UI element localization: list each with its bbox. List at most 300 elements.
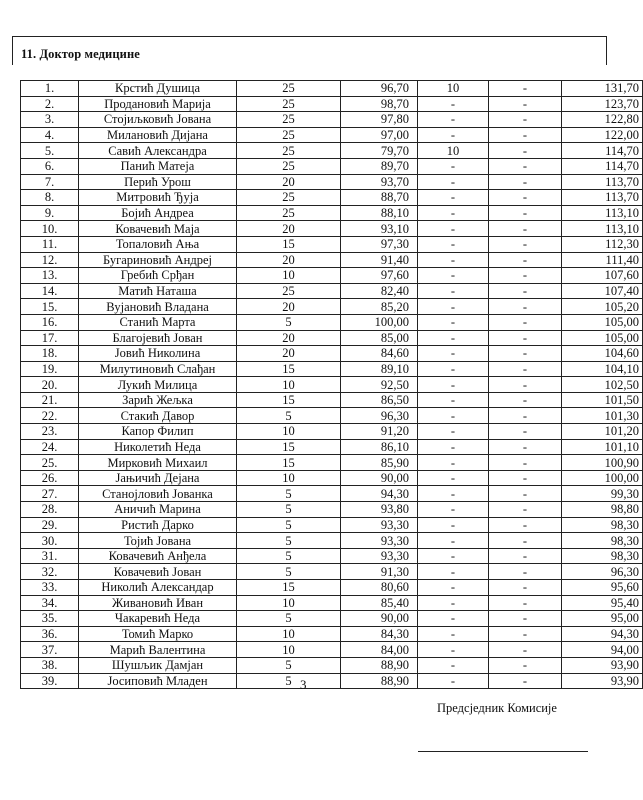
total-cell: 105,20 — [562, 299, 643, 315]
row-number: 24. — [21, 439, 79, 455]
points-cell: 10 — [237, 595, 341, 611]
additional-cell: - — [489, 361, 562, 377]
table-row — [21, 455, 643, 471]
total-cell: 99,30 — [562, 486, 643, 502]
candidate-name: Тојић Јована — [79, 533, 237, 549]
grade-cell: 97,60 — [341, 268, 418, 284]
total-cell: 122,80 — [562, 112, 643, 128]
additional-cell: - — [489, 158, 562, 174]
points-cell: 20 — [237, 221, 341, 237]
row-number: 32. — [21, 564, 79, 580]
total-cell: 98,30 — [562, 517, 643, 533]
additional-cell: - — [489, 392, 562, 408]
total-cell: 105,00 — [562, 330, 643, 346]
table-row — [21, 283, 643, 299]
points-cell: 10 — [237, 642, 341, 658]
table-row — [21, 642, 643, 658]
extra-points-cell: - — [418, 330, 489, 346]
row-number: 39. — [21, 673, 79, 689]
additional-cell: - — [489, 486, 562, 502]
grade-cell: 93,30 — [341, 517, 418, 533]
grade-cell: 93,30 — [341, 533, 418, 549]
row-number: 13. — [21, 268, 79, 284]
total-cell: 100,00 — [562, 470, 643, 486]
points-cell: 25 — [237, 96, 341, 112]
grade-cell: 96,30 — [341, 408, 418, 424]
points-cell: 20 — [237, 299, 341, 315]
extra-points-cell: - — [418, 657, 489, 673]
grade-cell: 88,70 — [341, 190, 418, 206]
table-row — [21, 673, 643, 689]
total-cell: 100,90 — [562, 455, 643, 471]
table-row — [21, 252, 643, 268]
points-cell: 5 — [237, 611, 341, 627]
additional-cell: - — [489, 657, 562, 673]
row-number: 31. — [21, 548, 79, 564]
candidate-name: Николетић Неда — [79, 439, 237, 455]
extra-points-cell: 10 — [418, 81, 489, 97]
table-row — [21, 517, 643, 533]
extra-points-cell: - — [418, 611, 489, 627]
total-cell: 113,10 — [562, 205, 643, 221]
row-number: 21. — [21, 392, 79, 408]
row-number: 10. — [21, 221, 79, 237]
grade-cell: 89,10 — [341, 361, 418, 377]
row-number: 37. — [21, 642, 79, 658]
additional-cell: - — [489, 548, 562, 564]
grade-cell: 97,00 — [341, 127, 418, 143]
candidate-name: Ковачевић Маја — [79, 221, 237, 237]
table-row — [21, 236, 643, 252]
total-cell: 94,30 — [562, 626, 643, 642]
table-row — [21, 580, 643, 596]
extra-points-cell: - — [418, 392, 489, 408]
row-number: 34. — [21, 595, 79, 611]
candidate-name: Аничић Марина — [79, 502, 237, 518]
row-number: 1. — [21, 81, 79, 97]
table-row — [21, 392, 643, 408]
total-cell: 113,70 — [562, 190, 643, 206]
additional-cell: - — [489, 642, 562, 658]
grade-cell: 79,70 — [341, 143, 418, 159]
total-cell: 101,50 — [562, 392, 643, 408]
candidate-name: Перић Урош — [79, 174, 237, 190]
table-row — [21, 595, 643, 611]
total-cell: 122,00 — [562, 127, 643, 143]
additional-cell: - — [489, 112, 562, 128]
grade-cell: 96,70 — [341, 81, 418, 97]
table-row — [21, 174, 643, 190]
extra-points-cell: - — [418, 642, 489, 658]
total-cell: 113,70 — [562, 174, 643, 190]
grade-cell: 93,10 — [341, 221, 418, 237]
total-cell: 101,20 — [562, 424, 643, 440]
grade-cell: 85,20 — [341, 299, 418, 315]
total-cell: 101,30 — [562, 408, 643, 424]
additional-cell: - — [489, 252, 562, 268]
row-number: 35. — [21, 611, 79, 627]
additional-cell: - — [489, 377, 562, 393]
total-cell: 95,00 — [562, 611, 643, 627]
section-header-box — [12, 36, 607, 65]
additional-cell: - — [489, 283, 562, 299]
grade-cell: 97,80 — [341, 112, 418, 128]
candidate-name: Мирковић Михаил — [79, 455, 237, 471]
grade-cell: 84,30 — [341, 626, 418, 642]
total-cell: 95,40 — [562, 595, 643, 611]
points-cell: 5 — [237, 408, 341, 424]
points-cell: 10 — [237, 268, 341, 284]
table-row — [21, 268, 643, 284]
table-row — [21, 346, 643, 362]
candidate-name: Митровић Ђуја — [79, 190, 237, 206]
table-row — [21, 221, 643, 237]
total-cell: 93,90 — [562, 657, 643, 673]
row-number: 30. — [21, 533, 79, 549]
points-cell: 10 — [237, 424, 341, 440]
extra-points-cell: - — [418, 299, 489, 315]
grade-cell: 93,70 — [341, 174, 418, 190]
grade-cell: 89,70 — [341, 158, 418, 174]
row-number: 20. — [21, 377, 79, 393]
extra-points-cell: - — [418, 283, 489, 299]
total-cell: 114,70 — [562, 158, 643, 174]
additional-cell: - — [489, 533, 562, 549]
additional-cell: - — [489, 673, 562, 689]
extra-points-cell: - — [418, 112, 489, 128]
table-row — [21, 81, 643, 97]
extra-points-cell: - — [418, 221, 489, 237]
candidate-name: Вујановић Владана — [79, 299, 237, 315]
extra-points-cell: - — [418, 361, 489, 377]
additional-cell: - — [489, 439, 562, 455]
additional-cell: - — [489, 96, 562, 112]
extra-points-cell: - — [418, 236, 489, 252]
total-cell: 101,10 — [562, 439, 643, 455]
points-cell: 25 — [237, 143, 341, 159]
candidate-name: Стакић Давор — [79, 408, 237, 424]
grade-cell: 80,60 — [341, 580, 418, 596]
points-cell: 15 — [237, 236, 341, 252]
table-row — [21, 377, 643, 393]
points-cell: 5 — [237, 517, 341, 533]
points-cell: 20 — [237, 174, 341, 190]
row-number: 36. — [21, 626, 79, 642]
points-cell: 20 — [237, 252, 341, 268]
total-cell: 104,10 — [562, 361, 643, 377]
candidate-name: Марић Валентина — [79, 642, 237, 658]
grade-cell: 90,00 — [341, 470, 418, 486]
row-number: 9. — [21, 205, 79, 221]
extra-points-cell: - — [418, 580, 489, 596]
points-cell: 5 — [237, 657, 341, 673]
row-number: 29. — [21, 517, 79, 533]
points-cell: 20 — [237, 346, 341, 362]
points-cell: 10 — [237, 377, 341, 393]
row-number: 17. — [21, 330, 79, 346]
grade-cell: 93,30 — [341, 548, 418, 564]
row-number: 16. — [21, 314, 79, 330]
table-row — [21, 424, 643, 440]
grade-cell: 98,70 — [341, 96, 418, 112]
extra-points-cell: - — [418, 517, 489, 533]
additional-cell: - — [489, 346, 562, 362]
row-number: 38. — [21, 657, 79, 673]
candidate-name: Матић Наташа — [79, 283, 237, 299]
row-number: 18. — [21, 346, 79, 362]
row-number: 7. — [21, 174, 79, 190]
candidate-name: Бугариновић Андреј — [79, 252, 237, 268]
grade-cell: 88,10 — [341, 205, 418, 221]
extra-points-cell: - — [418, 673, 489, 689]
total-cell: 111,40 — [562, 252, 643, 268]
candidate-name: Милутиновић Слађан — [79, 361, 237, 377]
grade-cell: 84,00 — [341, 642, 418, 658]
results-table-body — [21, 81, 643, 689]
table-row — [21, 626, 643, 642]
grade-cell: 85,40 — [341, 595, 418, 611]
points-cell: 15 — [237, 455, 341, 471]
grade-cell: 88,90 — [341, 657, 418, 673]
extra-points-cell: - — [418, 252, 489, 268]
total-cell: 107,60 — [562, 268, 643, 284]
signature-label: Предсједник Комисије — [437, 701, 557, 715]
candidate-name: Чакаревић Неда — [79, 611, 237, 627]
candidate-name: Јовић Николина — [79, 346, 237, 362]
table-row — [21, 502, 643, 518]
candidate-name: Николић Александар — [79, 580, 237, 596]
grade-cell: 90,00 — [341, 611, 418, 627]
extra-points-cell: - — [418, 548, 489, 564]
extra-points-cell: - — [418, 470, 489, 486]
grade-cell: 92,50 — [341, 377, 418, 393]
candidate-name: Станић Марта — [79, 314, 237, 330]
total-cell: 102,50 — [562, 377, 643, 393]
page-number: 3 — [300, 677, 307, 692]
candidate-name: Благојевић Јован — [79, 330, 237, 346]
total-cell: 104,60 — [562, 346, 643, 362]
extra-points-cell: - — [418, 439, 489, 455]
total-cell: 98,80 — [562, 502, 643, 518]
additional-cell: - — [489, 564, 562, 580]
extra-points-cell: - — [418, 626, 489, 642]
points-cell: 25 — [237, 112, 341, 128]
grade-cell: 91,30 — [341, 564, 418, 580]
row-number: 3. — [21, 112, 79, 128]
additional-cell: - — [489, 81, 562, 97]
points-cell: 5 — [237, 564, 341, 580]
additional-cell: - — [489, 408, 562, 424]
extra-points-cell: - — [418, 96, 489, 112]
total-cell: 114,70 — [562, 143, 643, 159]
candidate-name: Томић Марко — [79, 626, 237, 642]
additional-cell: - — [489, 205, 562, 221]
table-row — [21, 314, 643, 330]
row-number: 25. — [21, 455, 79, 471]
total-cell: 94,00 — [562, 642, 643, 658]
extra-points-cell: - — [418, 408, 489, 424]
table-row — [21, 470, 643, 486]
additional-cell: - — [489, 174, 562, 190]
candidate-name: Капор Филип — [79, 424, 237, 440]
additional-cell: - — [489, 424, 562, 440]
total-cell: 105,00 — [562, 314, 643, 330]
additional-cell: - — [489, 502, 562, 518]
points-cell: 5 — [237, 533, 341, 549]
extra-points-cell: - — [418, 455, 489, 471]
additional-cell: - — [489, 626, 562, 642]
table-row — [21, 486, 643, 502]
grade-cell: 84,60 — [341, 346, 418, 362]
table-row — [21, 205, 643, 221]
candidate-name: Бојић Андреа — [79, 205, 237, 221]
total-cell: 123,70 — [562, 96, 643, 112]
candidate-name: Гребић Срђан — [79, 268, 237, 284]
candidate-name: Станојловић Јованка — [79, 486, 237, 502]
additional-cell: - — [489, 330, 562, 346]
points-cell: 25 — [237, 81, 341, 97]
table-row — [21, 548, 643, 564]
candidate-name: Живановић Иван — [79, 595, 237, 611]
total-cell: 113,10 — [562, 221, 643, 237]
candidate-name: Јосиповић Младен — [79, 673, 237, 689]
points-cell: 15 — [237, 439, 341, 455]
grade-cell: 82,40 — [341, 283, 418, 299]
row-number: 27. — [21, 486, 79, 502]
points-cell: 20 — [237, 330, 341, 346]
results-table — [20, 80, 643, 689]
row-number: 19. — [21, 361, 79, 377]
extra-points-cell: - — [418, 377, 489, 393]
points-cell: 10 — [237, 626, 341, 642]
additional-cell: - — [489, 190, 562, 206]
points-cell: 25 — [237, 283, 341, 299]
row-number: 14. — [21, 283, 79, 299]
additional-cell: - — [489, 595, 562, 611]
additional-cell: - — [489, 143, 562, 159]
section-title: 11. Доктор медицине — [21, 47, 140, 61]
points-cell: 5 — [237, 673, 341, 689]
candidate-name: Зарић Жељка — [79, 392, 237, 408]
row-number: 5. — [21, 143, 79, 159]
row-number: 22. — [21, 408, 79, 424]
candidate-name: Савић Александра — [79, 143, 237, 159]
extra-points-cell: - — [418, 346, 489, 362]
points-cell: 25 — [237, 158, 341, 174]
row-number: 28. — [21, 502, 79, 518]
row-number: 8. — [21, 190, 79, 206]
extra-points-cell: - — [418, 190, 489, 206]
points-cell: 5 — [237, 502, 341, 518]
table-row — [21, 158, 643, 174]
row-number: 4. — [21, 127, 79, 143]
candidate-name: Ковачевић Анђела — [79, 548, 237, 564]
grade-cell: 93,80 — [341, 502, 418, 518]
points-cell: 25 — [237, 127, 341, 143]
extra-points-cell: - — [418, 533, 489, 549]
table-row — [21, 96, 643, 112]
candidate-name: Лукић Милица — [79, 377, 237, 393]
total-cell: 98,30 — [562, 548, 643, 564]
total-cell: 131,70 — [562, 81, 643, 97]
candidate-name: Продановић Марија — [79, 96, 237, 112]
table-row — [21, 611, 643, 627]
additional-cell: - — [489, 517, 562, 533]
table-row — [21, 190, 643, 206]
points-cell: 5 — [237, 548, 341, 564]
table-row — [21, 299, 643, 315]
table-row — [21, 127, 643, 143]
additional-cell: - — [489, 580, 562, 596]
total-cell: 96,30 — [562, 564, 643, 580]
extra-points-cell: - — [418, 127, 489, 143]
additional-cell: - — [489, 268, 562, 284]
row-number: 11. — [21, 236, 79, 252]
extra-points-cell: - — [418, 314, 489, 330]
extra-points-cell: - — [418, 424, 489, 440]
points-cell: 15 — [237, 580, 341, 596]
grade-cell: 86,50 — [341, 392, 418, 408]
row-number: 2. — [21, 96, 79, 112]
points-cell: 25 — [237, 190, 341, 206]
candidate-name: Панић Матеја — [79, 158, 237, 174]
points-cell: 5 — [237, 314, 341, 330]
signature-line — [418, 751, 588, 752]
row-number: 15. — [21, 299, 79, 315]
additional-cell: - — [489, 127, 562, 143]
grade-cell: 97,30 — [341, 236, 418, 252]
row-number: 26. — [21, 470, 79, 486]
candidate-name: Стојиљковић Јована — [79, 112, 237, 128]
points-cell: 25 — [237, 205, 341, 221]
additional-cell: - — [489, 611, 562, 627]
table-row — [21, 533, 643, 549]
table-row — [21, 143, 643, 159]
additional-cell: - — [489, 299, 562, 315]
table-row — [21, 361, 643, 377]
extra-points-cell: - — [418, 486, 489, 502]
table-row — [21, 564, 643, 580]
grade-cell: 86,10 — [341, 439, 418, 455]
total-cell: 98,30 — [562, 533, 643, 549]
extra-points-cell: - — [418, 158, 489, 174]
table-row — [21, 439, 643, 455]
grade-cell: 100,00 — [341, 314, 418, 330]
extra-points-cell: - — [418, 595, 489, 611]
grade-cell: 88,90 — [341, 673, 418, 689]
points-cell: 15 — [237, 392, 341, 408]
extra-points-cell: - — [418, 174, 489, 190]
total-cell: 95,60 — [562, 580, 643, 596]
candidate-name: Шушљик Дамјан — [79, 657, 237, 673]
table-row — [21, 408, 643, 424]
candidate-name: Крстић Душица — [79, 81, 237, 97]
candidate-name: Топаловић Ања — [79, 236, 237, 252]
row-number: 12. — [21, 252, 79, 268]
additional-cell: - — [489, 314, 562, 330]
extra-points-cell: 10 — [418, 143, 489, 159]
extra-points-cell: - — [418, 564, 489, 580]
grade-cell: 85,00 — [341, 330, 418, 346]
points-cell: 5 — [237, 486, 341, 502]
candidate-name: Ристић Дарко — [79, 517, 237, 533]
extra-points-cell: - — [418, 268, 489, 284]
candidate-name: Јањичић Дејана — [79, 470, 237, 486]
grade-cell: 91,20 — [341, 424, 418, 440]
additional-cell: - — [489, 221, 562, 237]
additional-cell: - — [489, 236, 562, 252]
table-row — [21, 330, 643, 346]
